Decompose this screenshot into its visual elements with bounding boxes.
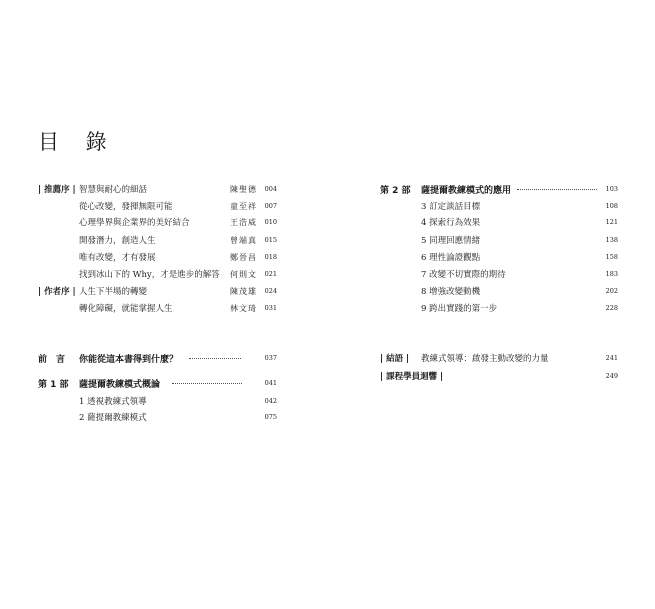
page-title: 目 錄: [38, 130, 117, 154]
chapter-title: 1 透視教練式領導: [79, 397, 147, 407]
toc-entry-title: 轉化障礙，就能掌握人生: [79, 304, 173, 314]
conclusion-title: 教練式領導：啟發主動改變的力量: [421, 354, 549, 364]
part1-page: 041: [264, 379, 277, 387]
chapter-title: 2 薩提爾教練模式: [79, 413, 147, 423]
part1-label: 第 1 部: [38, 380, 69, 390]
toc-entry-page: 004: [264, 185, 277, 193]
preface-label: 前 言: [38, 355, 66, 365]
chapter-page: 075: [264, 413, 277, 421]
chapter-page: 121: [605, 218, 618, 226]
toc-entry-author: 何則文: [230, 270, 257, 279]
chapter-title: 4 探索行為效果: [421, 218, 481, 228]
chapter-title: 8 增強改變動機: [421, 287, 481, 297]
toc-entry-title: 開發潛力，創造人生: [79, 236, 156, 246]
toc-entry-author: 陳茂雄: [230, 287, 257, 296]
toc-entry-author: 王浩威: [230, 218, 257, 227]
recommend-label: | 推薦序 |: [38, 185, 76, 195]
chapter-title: 7 改變不切實際的期待: [421, 270, 506, 280]
part2-label: 第 2 部: [380, 186, 411, 196]
chapter-title: 5 同理回應情緒: [421, 236, 481, 246]
leader-dots: [189, 358, 241, 359]
chapter-page: 183: [605, 270, 618, 278]
toc-entry-title: 唯有改變，才有發展: [79, 253, 156, 263]
part2-title: 薩提爾教練模式的應用: [421, 186, 512, 196]
reviews-label: | 課程學員迴響 |: [380, 372, 444, 382]
chapter-title: 3 訂定談話目標: [421, 202, 481, 212]
toc-entry-title: 人生下半場的轉變: [79, 287, 148, 297]
reviews-page: 249: [605, 372, 618, 380]
leader-dots: [517, 189, 597, 190]
preface-title: 你能從這本書得到什麼？: [79, 355, 179, 365]
toc-entry-author: 曾端真: [230, 236, 257, 245]
chapter-title: 9 跨出實踐的第一步: [421, 304, 498, 314]
toc-entry-page: 007: [264, 202, 277, 210]
leader-dots: [172, 383, 242, 384]
toc-entry-page: 018: [264, 253, 277, 261]
toc-entry-page: 031: [264, 304, 277, 312]
toc-entry-author: 林文琦: [230, 304, 257, 313]
author-preface-label: | 作者序 |: [38, 287, 76, 297]
toc-entry-author: 童至祥: [230, 202, 257, 211]
conclusion-page: 241: [605, 354, 618, 362]
toc-entry-page: 021: [264, 270, 277, 278]
toc-entry-page: 015: [264, 236, 277, 244]
chapter-page: 228: [605, 304, 618, 312]
preface-page: 037: [264, 354, 277, 362]
toc-entry-page: 024: [264, 287, 277, 295]
toc-entry-author: 鄭晉昌: [230, 253, 257, 262]
chapter-page: 108: [605, 202, 618, 210]
toc-entry-page: 010: [264, 218, 277, 226]
conclusion-label: | 結語 |: [380, 354, 410, 364]
part2-page: 103: [605, 185, 618, 193]
chapter-page: 138: [605, 236, 618, 244]
toc-entry-title: 智慧與耐心的細話: [79, 185, 148, 195]
part1-title: 薩提爾教練模式概論: [79, 380, 161, 390]
chapter-page: 158: [605, 253, 618, 261]
chapter-title: 6 理性論證觀點: [421, 253, 481, 263]
chapter-page: 042: [264, 397, 277, 405]
toc-entry-title: 心理學界與企業界的美好結合: [79, 218, 190, 228]
toc-entry-author: 陳聖德: [230, 185, 257, 194]
toc-entry-title: 找到冰山下的 Why，才是進步的解答: [79, 270, 220, 280]
chapter-page: 202: [605, 287, 618, 295]
toc-entry-title: 從心改變，發揮無限可能: [79, 202, 173, 212]
